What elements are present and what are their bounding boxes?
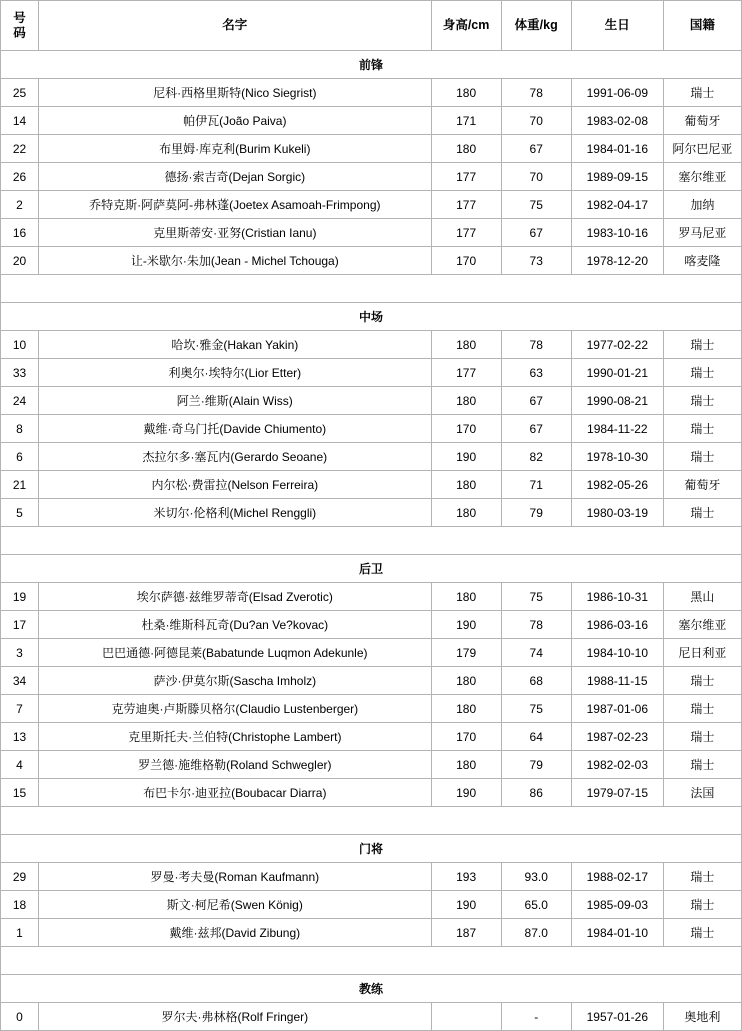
cell-weight: 78 [501, 79, 571, 107]
cell-weight: 75 [501, 191, 571, 219]
cell-weight: 70 [501, 107, 571, 135]
cell-birthday: 1984-10-10 [571, 639, 663, 667]
table-row [1, 247, 742, 275]
cell-nationality: 瑞士 [663, 751, 741, 779]
table-row [1, 919, 742, 947]
cell-birthday: 1982-04-17 [571, 191, 663, 219]
cell-name: 克里斯蒂安·亚努(Cristian Ianu) [39, 219, 432, 247]
table-row [1, 191, 742, 219]
section-title: 中场 [1, 303, 742, 331]
cell-birthday: 1986-03-16 [571, 611, 663, 639]
section-spacer [1, 527, 742, 555]
cell-weight: 68 [501, 667, 571, 695]
cell-weight: - [501, 1003, 571, 1031]
cell-birthday: 1985-09-03 [571, 891, 663, 919]
section-title: 教练 [1, 975, 742, 1003]
cell-number: 33 [1, 359, 39, 387]
table-body [1, 51, 742, 1031]
cell-number: 24 [1, 387, 39, 415]
table-row [1, 499, 742, 527]
table-row [1, 107, 742, 135]
cell-height: 180 [431, 387, 501, 415]
cell-birthday: 1986-10-31 [571, 583, 663, 611]
cell-nationality: 瑞士 [663, 863, 741, 891]
cell-number: 10 [1, 331, 39, 359]
cell-number: 25 [1, 79, 39, 107]
table-row [1, 443, 742, 471]
cell-number: 5 [1, 499, 39, 527]
cell-nationality: 瑞士 [663, 919, 741, 947]
section-header-row [1, 555, 742, 583]
cell-name: 阿兰·维斯(Alain Wiss) [39, 387, 432, 415]
cell-number: 13 [1, 723, 39, 751]
column-header-number [1, 1, 39, 51]
cell-number: 0 [1, 1003, 39, 1031]
cell-name: 布巴卡尔·迪亚拉(Boubacar Diarra) [39, 779, 432, 807]
cell-height: 180 [431, 499, 501, 527]
cell-birthday: 1984-01-16 [571, 135, 663, 163]
table-row [1, 331, 742, 359]
cell-birthday: 1984-11-22 [571, 415, 663, 443]
cell-number: 19 [1, 583, 39, 611]
cell-number: 6 [1, 443, 39, 471]
cell-name: 巴巴通德·阿德昆莱(Babatunde Luqmon Adekunle) [39, 639, 432, 667]
cell-weight: 67 [501, 387, 571, 415]
cell-nationality: 塞尔维亚 [663, 163, 741, 191]
cell-name: 布里姆·库克利(Burim Kukeli) [39, 135, 432, 163]
cell-birthday: 1990-01-21 [571, 359, 663, 387]
cell-height: 177 [431, 359, 501, 387]
table-header [1, 1, 742, 51]
cell-height [431, 1003, 501, 1031]
cell-height: 170 [431, 415, 501, 443]
table-row [1, 471, 742, 499]
cell-weight: 70 [501, 163, 571, 191]
cell-birthday: 1988-02-17 [571, 863, 663, 891]
cell-weight: 67 [501, 415, 571, 443]
cell-nationality: 黑山 [663, 583, 741, 611]
table-row [1, 387, 742, 415]
cell-height: 170 [431, 247, 501, 275]
cell-birthday: 1989-09-15 [571, 163, 663, 191]
cell-nationality: 罗马尼亚 [663, 219, 741, 247]
cell-nationality: 尼日利亚 [663, 639, 741, 667]
cell-height: 180 [431, 331, 501, 359]
cell-birthday: 1977-02-22 [571, 331, 663, 359]
column-header-nationality: 国籍 [663, 1, 741, 51]
cell-height: 177 [431, 163, 501, 191]
section-title: 前锋 [1, 51, 742, 79]
table-row [1, 611, 742, 639]
cell-height: 180 [431, 471, 501, 499]
cell-weight: 78 [501, 611, 571, 639]
section-header-row [1, 303, 742, 331]
table-row [1, 723, 742, 751]
section-spacer [1, 275, 742, 303]
cell-nationality: 瑞士 [663, 387, 741, 415]
section-spacer-cell [1, 275, 742, 303]
cell-name: 让-米歇尔·朱加(Jean - Michel Tchouga) [39, 247, 432, 275]
section-title: 后卫 [1, 555, 742, 583]
column-header-height: 身高/cm [431, 1, 501, 51]
cell-nationality: 瑞士 [663, 891, 741, 919]
table-row [1, 695, 742, 723]
table-row [1, 667, 742, 695]
cell-nationality: 瑞士 [663, 443, 741, 471]
section-spacer-cell [1, 947, 742, 975]
table-row [1, 359, 742, 387]
column-header-number-line1: 号 [13, 11, 26, 26]
column-header-birthday: 生日 [571, 1, 663, 51]
cell-number: 8 [1, 415, 39, 443]
cell-number: 14 [1, 107, 39, 135]
cell-nationality: 瑞士 [663, 79, 741, 107]
cell-name: 罗曼·考夫曼(Roman Kaufmann) [39, 863, 432, 891]
cell-number: 17 [1, 611, 39, 639]
cell-number: 1 [1, 919, 39, 947]
cell-height: 180 [431, 751, 501, 779]
cell-name: 戴维·兹邦(David Zibung) [39, 919, 432, 947]
section-title: 门将 [1, 835, 742, 863]
section-spacer [1, 807, 742, 835]
cell-nationality: 瑞士 [663, 359, 741, 387]
section-spacer-cell [1, 527, 742, 555]
cell-birthday: 1990-08-21 [571, 387, 663, 415]
cell-nationality: 瑞士 [663, 499, 741, 527]
cell-nationality: 葡萄牙 [663, 107, 741, 135]
section-header-row [1, 835, 742, 863]
section-header-row [1, 975, 742, 1003]
cell-height: 171 [431, 107, 501, 135]
cell-height: 180 [431, 583, 501, 611]
cell-name: 乔特克斯·阿萨莫阿-弗林蓬(Joetex Asamoah-Frimpong) [39, 191, 432, 219]
cell-nationality: 奥地利 [663, 1003, 741, 1031]
cell-number: 16 [1, 219, 39, 247]
cell-name: 萨沙·伊莫尔斯(Sascha Imholz) [39, 667, 432, 695]
cell-weight: 71 [501, 471, 571, 499]
cell-number: 26 [1, 163, 39, 191]
cell-nationality: 加纳 [663, 191, 741, 219]
cell-number: 22 [1, 135, 39, 163]
cell-weight: 93.0 [501, 863, 571, 891]
cell-birthday: 1980-03-19 [571, 499, 663, 527]
cell-birthday: 1983-02-08 [571, 107, 663, 135]
table-row [1, 135, 742, 163]
cell-number: 15 [1, 779, 39, 807]
cell-number: 4 [1, 751, 39, 779]
cell-name: 克里斯托夫·兰伯特(Christophe Lambert) [39, 723, 432, 751]
cell-name: 哈坎·雅金(Hakan Yakin) [39, 331, 432, 359]
cell-number: 2 [1, 191, 39, 219]
cell-weight: 82 [501, 443, 571, 471]
cell-name: 克劳迪奥·卢斯滕贝格尔(Claudio Lustenberger) [39, 695, 432, 723]
cell-name: 米切尔·伦格利(Michel Renggli) [39, 499, 432, 527]
table-row [1, 863, 742, 891]
cell-birthday: 1982-05-26 [571, 471, 663, 499]
table-row [1, 163, 742, 191]
table-row [1, 639, 742, 667]
cell-nationality: 法国 [663, 779, 741, 807]
cell-nationality: 瑞士 [663, 415, 741, 443]
cell-weight: 63 [501, 359, 571, 387]
column-header-name: 名字 [39, 1, 432, 51]
cell-height: 177 [431, 219, 501, 247]
column-header-weight: 体重/kg [501, 1, 571, 51]
cell-height: 190 [431, 443, 501, 471]
cell-birthday: 1979-07-15 [571, 779, 663, 807]
cell-name: 戴维·奇乌门托(Davide Chiumento) [39, 415, 432, 443]
cell-name: 杜桑·维斯科瓦奇(Du?an Ve?kovac) [39, 611, 432, 639]
section-spacer [1, 947, 742, 975]
cell-name: 内尔松·费雷拉(Nelson Ferreira) [39, 471, 432, 499]
cell-nationality: 塞尔维亚 [663, 611, 741, 639]
cell-name: 德扬·索吉奇(Dejan Sorgic) [39, 163, 432, 191]
cell-name: 帕伊瓦(João Paiva) [39, 107, 432, 135]
cell-weight: 78 [501, 331, 571, 359]
cell-name: 尼科·西格里斯特(Nico Siegrist) [39, 79, 432, 107]
cell-height: 190 [431, 611, 501, 639]
cell-height: 193 [431, 863, 501, 891]
cell-birthday: 1991-06-09 [571, 79, 663, 107]
cell-nationality: 瑞士 [663, 331, 741, 359]
cell-name: 杰拉尔多·塞瓦内(Gerardo Seoane) [39, 443, 432, 471]
cell-weight: 67 [501, 135, 571, 163]
cell-birthday: 1988-11-15 [571, 667, 663, 695]
cell-birthday: 1957-01-26 [571, 1003, 663, 1031]
cell-height: 190 [431, 779, 501, 807]
table-row [1, 219, 742, 247]
cell-number: 18 [1, 891, 39, 919]
cell-weight: 73 [501, 247, 571, 275]
header-row [1, 1, 742, 51]
cell-nationality: 瑞士 [663, 667, 741, 695]
table-row [1, 891, 742, 919]
cell-height: 179 [431, 639, 501, 667]
cell-name: 利奥尔·埃特尔(Lior Etter) [39, 359, 432, 387]
cell-weight: 65.0 [501, 891, 571, 919]
cell-height: 180 [431, 79, 501, 107]
cell-height: 170 [431, 723, 501, 751]
cell-name: 埃尔萨德·兹维罗蒂奇(Elsad Zverotic) [39, 583, 432, 611]
cell-nationality: 葡萄牙 [663, 471, 741, 499]
cell-birthday: 1983-10-16 [571, 219, 663, 247]
cell-birthday: 1987-02-23 [571, 723, 663, 751]
table-row [1, 583, 742, 611]
cell-height: 180 [431, 135, 501, 163]
cell-weight: 74 [501, 639, 571, 667]
cell-number: 21 [1, 471, 39, 499]
section-spacer-cell [1, 807, 742, 835]
section-header-row [1, 51, 742, 79]
column-header-number-line2: 码 [13, 25, 26, 40]
cell-weight: 75 [501, 583, 571, 611]
cell-birthday: 1978-10-30 [571, 443, 663, 471]
cell-height: 187 [431, 919, 501, 947]
cell-weight: 64 [501, 723, 571, 751]
table-row [1, 79, 742, 107]
cell-nationality: 瑞士 [663, 723, 741, 751]
cell-height: 190 [431, 891, 501, 919]
cell-nationality: 瑞士 [663, 695, 741, 723]
cell-number: 34 [1, 667, 39, 695]
cell-weight: 87.0 [501, 919, 571, 947]
cell-weight: 79 [501, 751, 571, 779]
cell-nationality: 阿尔巴尼亚 [663, 135, 741, 163]
cell-birthday: 1982-02-03 [571, 751, 663, 779]
cell-birthday: 1984-01-10 [571, 919, 663, 947]
cell-weight: 67 [501, 219, 571, 247]
cell-number: 3 [1, 639, 39, 667]
cell-weight: 86 [501, 779, 571, 807]
table-row [1, 1003, 742, 1031]
cell-name: 罗尔夫·弗林格(Rolf Fringer) [39, 1003, 432, 1031]
cell-name: 罗兰德·施维格勒(Roland Schwegler) [39, 751, 432, 779]
cell-number: 20 [1, 247, 39, 275]
table-row [1, 751, 742, 779]
table-row [1, 415, 742, 443]
cell-number: 7 [1, 695, 39, 723]
cell-weight: 79 [501, 499, 571, 527]
cell-name: 斯文·柯尼希(Swen König) [39, 891, 432, 919]
cell-number: 29 [1, 863, 39, 891]
cell-height: 177 [431, 191, 501, 219]
table-row [1, 779, 742, 807]
cell-birthday: 1987-01-06 [571, 695, 663, 723]
cell-nationality: 喀麦隆 [663, 247, 741, 275]
cell-weight: 75 [501, 695, 571, 723]
cell-height: 180 [431, 695, 501, 723]
cell-birthday: 1978-12-20 [571, 247, 663, 275]
cell-height: 180 [431, 667, 501, 695]
